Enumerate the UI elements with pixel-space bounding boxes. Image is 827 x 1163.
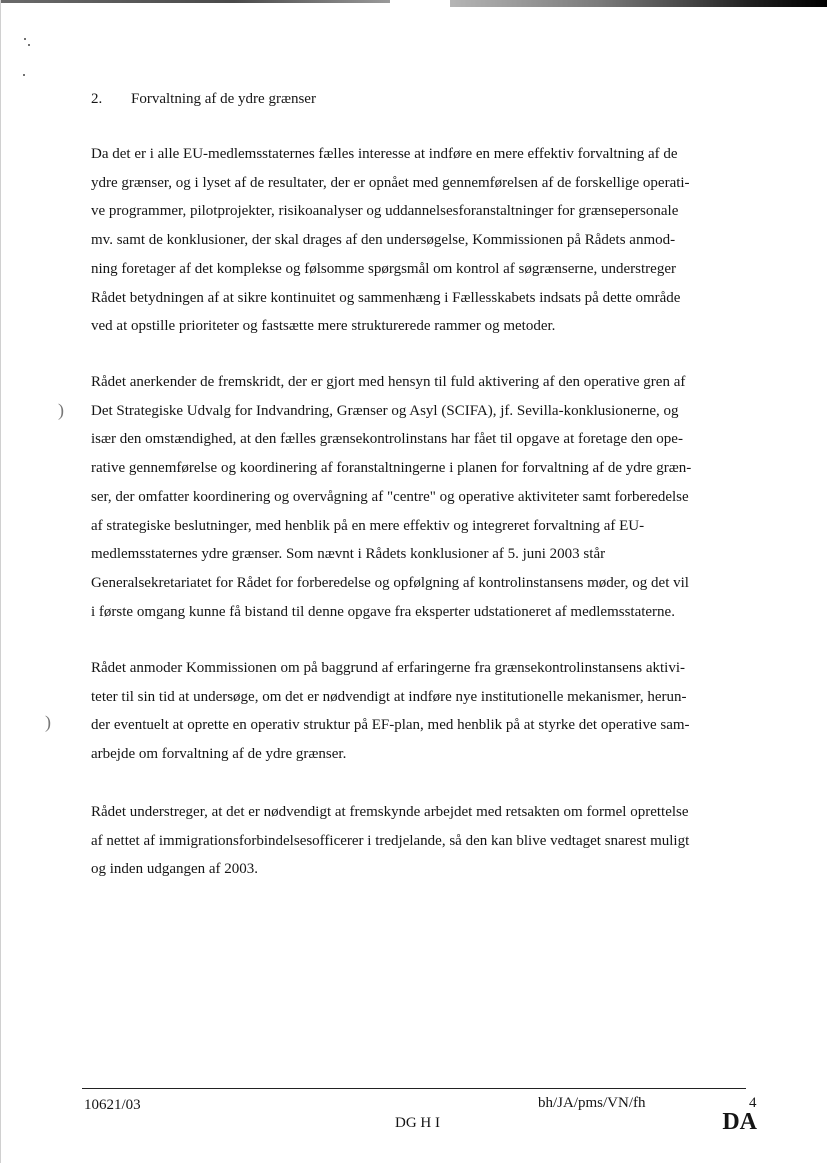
text-line: arbejde om forvaltning af de ydre grænser. — [91, 746, 347, 763]
footer-directorate: DG H I — [395, 1115, 440, 1131]
scan-speck — [28, 44, 30, 46]
text-line: ser, der omfatter koordinering og overvågning af "centre" og operative aktiviteter samt forberedelse — [91, 488, 689, 505]
text-line: Rådet understreger, at det er nødvendigt at fremskynde arbejdet med retsakten om formel oprettelse — [91, 804, 689, 820]
paragraph-1 — [91, 140, 690, 341]
footer-initials: bh/JA/pms/VN/fh — [538, 1095, 646, 1111]
text-line: ve programmer, pilotprojekter, risikoanalyser og uddannelsesforanstaltninger for grænsepersonale — [91, 203, 679, 220]
text-line: Det Strategiske Udvalg for Indvandring, Grænser og Asyl (SCIFA), jf. Sevilla-konklusionerne, og — [91, 402, 679, 419]
text-line: Rådet anerkender de fremskridt, der er gjort med hensyn til fuld aktivering af den operative gren af — [91, 374, 686, 390]
footer-page-number: 4 — [749, 1095, 757, 1111]
scan-edge-left — [0, 0, 1, 1163]
scan-edge-top-left — [0, 0, 390, 3]
text-line: i første omgang kunne få bistand til denne opgave fra eksperter udstationeret af medlemsstaterne. — [91, 603, 675, 620]
paragraph-3 — [91, 654, 690, 769]
section-heading — [91, 89, 316, 109]
text-line: af strategiske beslutninger, med henblik på en mere effektiv og integreret forvaltning af EU- — [91, 517, 645, 534]
paragraph-2 — [91, 368, 691, 626]
text-line: Rådet betydningen af at sikre kontinuitet og sammenhæng i Fællesskabets indsats på dette område — [91, 289, 681, 306]
section-number: 2. — [91, 91, 103, 107]
scan-speck — [24, 38, 26, 40]
footer-doc-number: 10621/03 — [84, 1097, 141, 1113]
text-line: medlemsstaternes ydre grænser. Som nævnt i Rådets konklusioner af 5. juni 2003 står — [91, 546, 606, 563]
footer-language-code: DA — [722, 1109, 757, 1135]
scan-speck — [23, 74, 25, 76]
text-line: ydre grænser, og i lyset af de resultater, der er opnået med gennemførelsen af de forskellige operati- — [91, 174, 690, 191]
text-line: af nettet af immigrationsforbindelsesofficerer i tredjelande, så den kan blive vedtaget snarest muligt — [91, 832, 690, 849]
footer-rule — [82, 1088, 746, 1089]
text-line: der eventuelt at oprette en operativ struktur på EF-plan, med henblik på at styrke det operative sam- — [91, 717, 690, 734]
text-line: Rådet anmoder Kommissionen om på baggrund af erfaringerne fra grænsekontrolinstansens aktivi- — [91, 660, 686, 676]
text-line: især den omstændighed, at den fælles grænsekontrolinstans har fået til opgave at foretage den ope- — [91, 431, 683, 448]
punch-hole-mark: ) — [45, 712, 51, 732]
paragraph-4 — [91, 798, 689, 884]
text-line: og inden udgangen af 2003. — [91, 861, 259, 878]
text-line: Da det er i alle EU-medlemsstaternes fælles interesse at indføre en mere effektiv forvaltning af de — [91, 146, 678, 162]
text-line: rative gennemførelse og koordinering af foranstaltningerne i planen for forvaltning af de ydre græn- — [91, 460, 692, 477]
section-title: Forvaltning af de ydre grænser — [131, 91, 316, 107]
text-line: ning foretager af det komplekse og følsomme spørgsmål om kontrol af søgrænserne, understreger — [91, 260, 676, 277]
scan-edge-top-right — [450, 0, 827, 7]
text-line: Generalsekretariatet for Rådet for forberedelse og opfølgning af kontrolinstansens møder, og det vil — [91, 574, 689, 591]
text-line: ved at opstille prioriteter og fastsætte mere strukturerede rammer og metoder. — [91, 318, 556, 335]
punch-hole-mark: ) — [58, 400, 64, 420]
text-line: teter til sin tid at undersøge, om det er nødvendigt at indføre nye institutionelle mekanismer, herun- — [91, 688, 687, 705]
text-line: mv. samt de konklusioner, der skal drages af den undersøgelse, Kommissionen på Rådets anmod- — [91, 232, 676, 249]
